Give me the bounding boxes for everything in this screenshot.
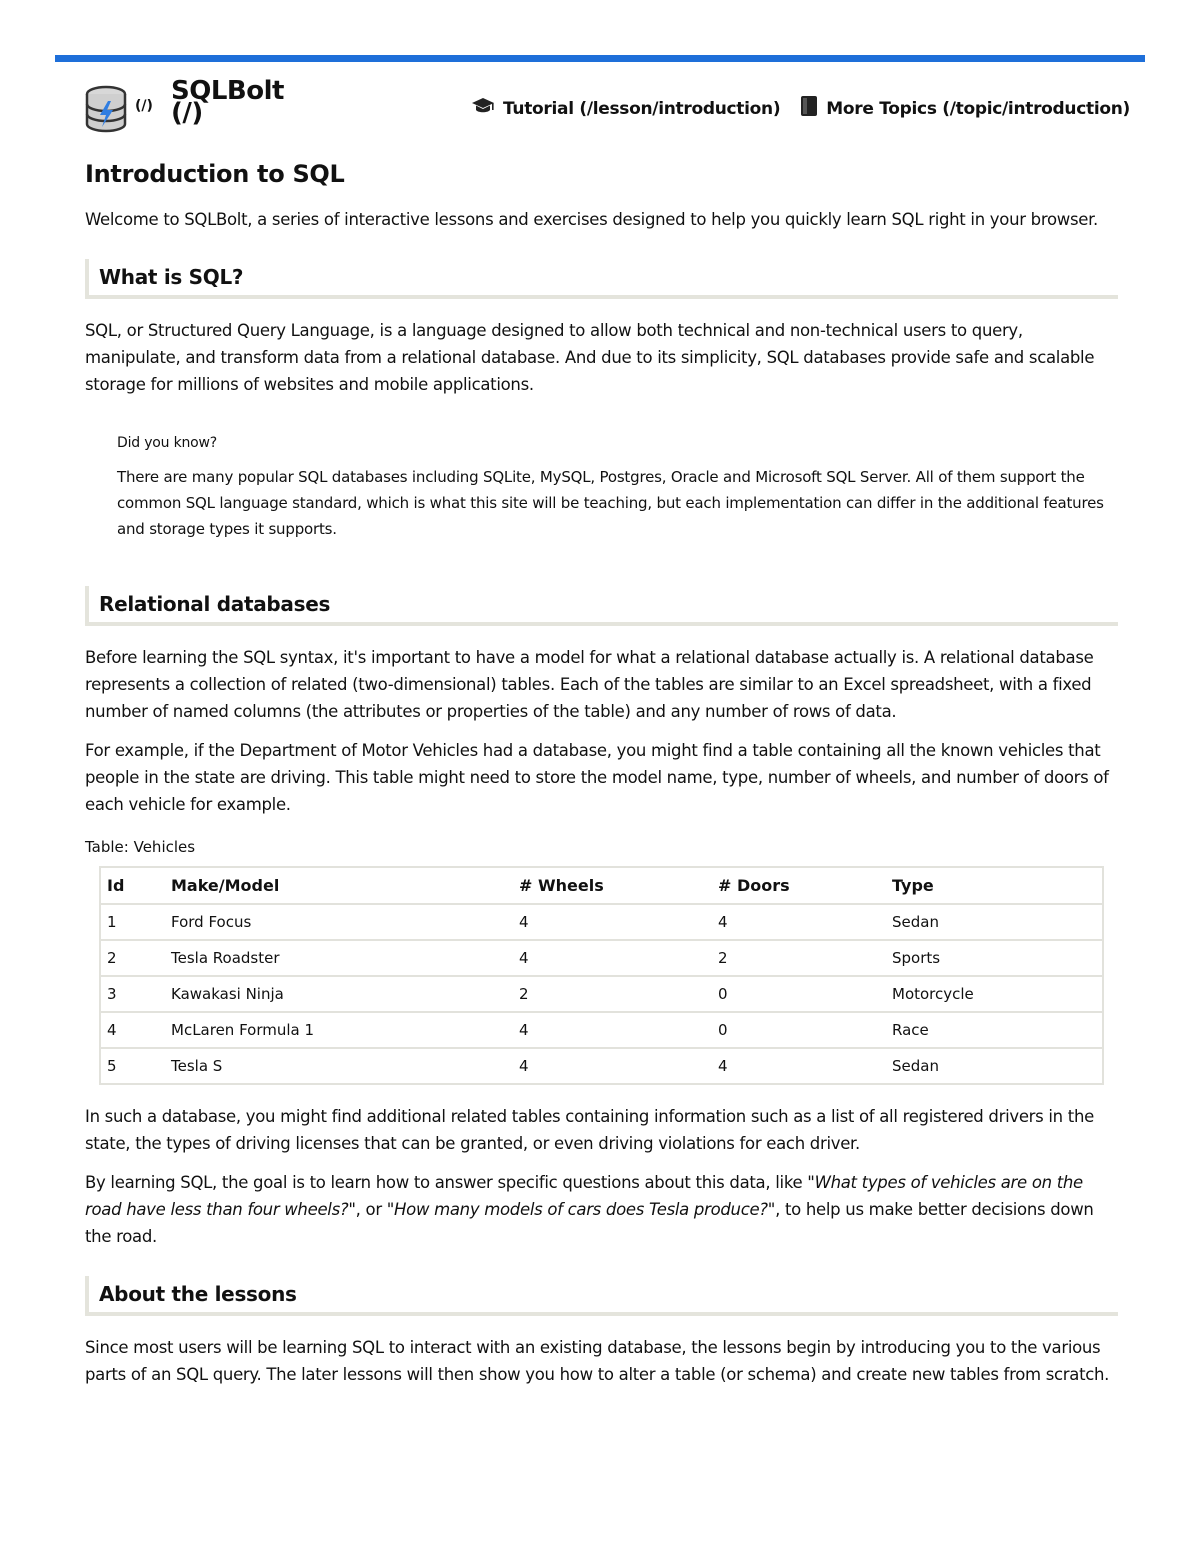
did-you-know-text: There are many popular SQL databases including SQLite, MySQL, Postgres, Oracle and Microsoft SQL Server. All of them support the common SQL language standard, which is what this site will be teaching, but each implementation can differ in the additional features and storage types it supports. [117, 468, 1104, 538]
table-cell: 2 [513, 976, 712, 1012]
p4-text-after: ", to help us make better decisions down the road. [85, 1200, 1094, 1246]
table-cell: McLaren Formula 1 [165, 1012, 513, 1048]
example-question-2: How many models of cars does Tesla produce? [394, 1200, 768, 1219]
table-cell: 4 [513, 940, 712, 976]
what-is-sql-paragraph: SQL, or Structured Query Language, is a language designed to allow both technical and non-technical users to query, manipulate, and transform data from a relational database. And due to its simplicity, SQL databases provide safe and scalable storage for millions of websites and mobile applications. [85, 321, 1095, 394]
column-header: # Doors [712, 867, 886, 904]
nav-more-topics-label[interactable]: More Topics (/topic/introduction) [826, 98, 1130, 119]
section-heading: About the lessons [99, 1282, 297, 1306]
column-header: Make/Model [165, 867, 513, 904]
table-cell: 4 [100, 1012, 165, 1048]
top-nav [471, 95, 1130, 122]
database-logo-icon[interactable] [85, 85, 127, 133]
page-title: Introduction to SQL [85, 160, 345, 188]
table-cell: 4 [519, 1057, 529, 1075]
section-about-lessons [85, 1276, 1118, 1316]
nav-tutorial-label[interactable]: Tutorial (/lesson/introduction) [502, 98, 781, 119]
p4-text-before: By learning SQL, the goal is to learn how to answer specific questions about this data, like " [85, 1173, 815, 1192]
nav-tutorial[interactable] [471, 95, 780, 122]
table-cell: 0 [712, 1012, 886, 1048]
table-cell: 4 [712, 904, 886, 940]
table-cell: Kawakasi Ninja [165, 976, 513, 1012]
table-cell: 2 [712, 940, 886, 976]
table-cell: Ford Focus [165, 904, 513, 940]
table-cell: Tesla Roadster [165, 940, 513, 976]
p4-text-mid: ", or " [348, 1200, 395, 1219]
table-cell: 4 [513, 1012, 712, 1048]
table-cell: Tesla S [171, 1057, 223, 1075]
table-row [100, 904, 1103, 940]
book-icon [800, 95, 818, 122]
column-header: # Wheels [513, 867, 712, 904]
did-you-know-title: Did you know? [117, 435, 218, 451]
table-cell: 4 [513, 904, 712, 940]
graduation-cap-icon [471, 97, 495, 120]
brand-link-text[interactable]: (/) [171, 98, 203, 128]
intro-paragraph: Welcome to SQLBolt, a series of interactive lessons and exercises designed to help you quickly learn SQL right in your browser. [85, 210, 1099, 229]
table-cell: Sedan [886, 904, 1103, 940]
logo-link-text[interactable]: (/) [135, 98, 153, 114]
main-content [85, 160, 1118, 1400]
section-relational-databases [85, 586, 1118, 626]
relational-paragraph-3: In such a database, you might find additional related tables containing information such as a list of all registered drivers in the state, the types of driving licenses that can be granted, or even driving violations for each driver. [85, 1107, 1094, 1153]
top-accent-bar [55, 55, 1145, 62]
relational-paragraph-4 [85, 1169, 1118, 1250]
lessons-paragraph: Since most users will be learning SQL to interact with an existing database, the lessons begin by introducing you to the various parts of an SQL query. The later lessons will then show you how to alter a table (or schema) and create new tables from scratch. [85, 1338, 1110, 1384]
table-caption: Table: Vehicles [85, 838, 196, 856]
section-heading: Relational databases [99, 592, 331, 616]
column-header: Id [100, 867, 165, 904]
table-cell: 2 [100, 940, 165, 976]
table-cell: 5 [107, 1057, 117, 1075]
did-you-know-box [117, 430, 1118, 542]
brand-name[interactable]: SQLBolt [171, 76, 284, 106]
table-cell: Sedan [892, 1057, 939, 1075]
vehicles-table [99, 866, 1104, 1085]
site-brand[interactable] [171, 76, 284, 128]
table-cell: 0 [712, 976, 886, 1012]
section-heading: What is SQL? [99, 265, 244, 289]
column-header: Type [886, 867, 1103, 904]
table-row [100, 976, 1103, 1012]
table-cell: 4 [718, 1057, 728, 1075]
relational-paragraph-2: For example, if the Department of Motor Vehicles had a database, you might find a table containing all the known vehicles that people in the state are driving. This table might need to store the model name, type, number of wheels, and number of doors of each vehicle for example. [85, 741, 1109, 814]
table-cell: Race [886, 1012, 1103, 1048]
example-question-1: What types of vehicles are on the road have less than four wheels? [85, 1173, 1083, 1219]
table-row [100, 1048, 1103, 1084]
table-cell: 3 [100, 976, 165, 1012]
table-cell: Motorcycle [886, 976, 1103, 1012]
table-row [100, 1012, 1103, 1048]
site-header [85, 76, 1130, 140]
nav-more-topics[interactable] [800, 95, 1130, 122]
relational-paragraph-1: Before learning the SQL syntax, it's important to have a model for what a relational database actually is. A relational database represents a collection of related (two-dimensional) tables. Each of the tables are similar to an Excel spreadsheet, with a fixed number of named columns (the attributes or properties of the table) and any number of rows of data. [85, 648, 1094, 721]
table-row [100, 940, 1103, 976]
table-cell: Sports [886, 940, 1103, 976]
table-cell: 1 [100, 904, 165, 940]
section-what-is-sql [85, 259, 1118, 299]
table-header-row [100, 867, 1103, 904]
